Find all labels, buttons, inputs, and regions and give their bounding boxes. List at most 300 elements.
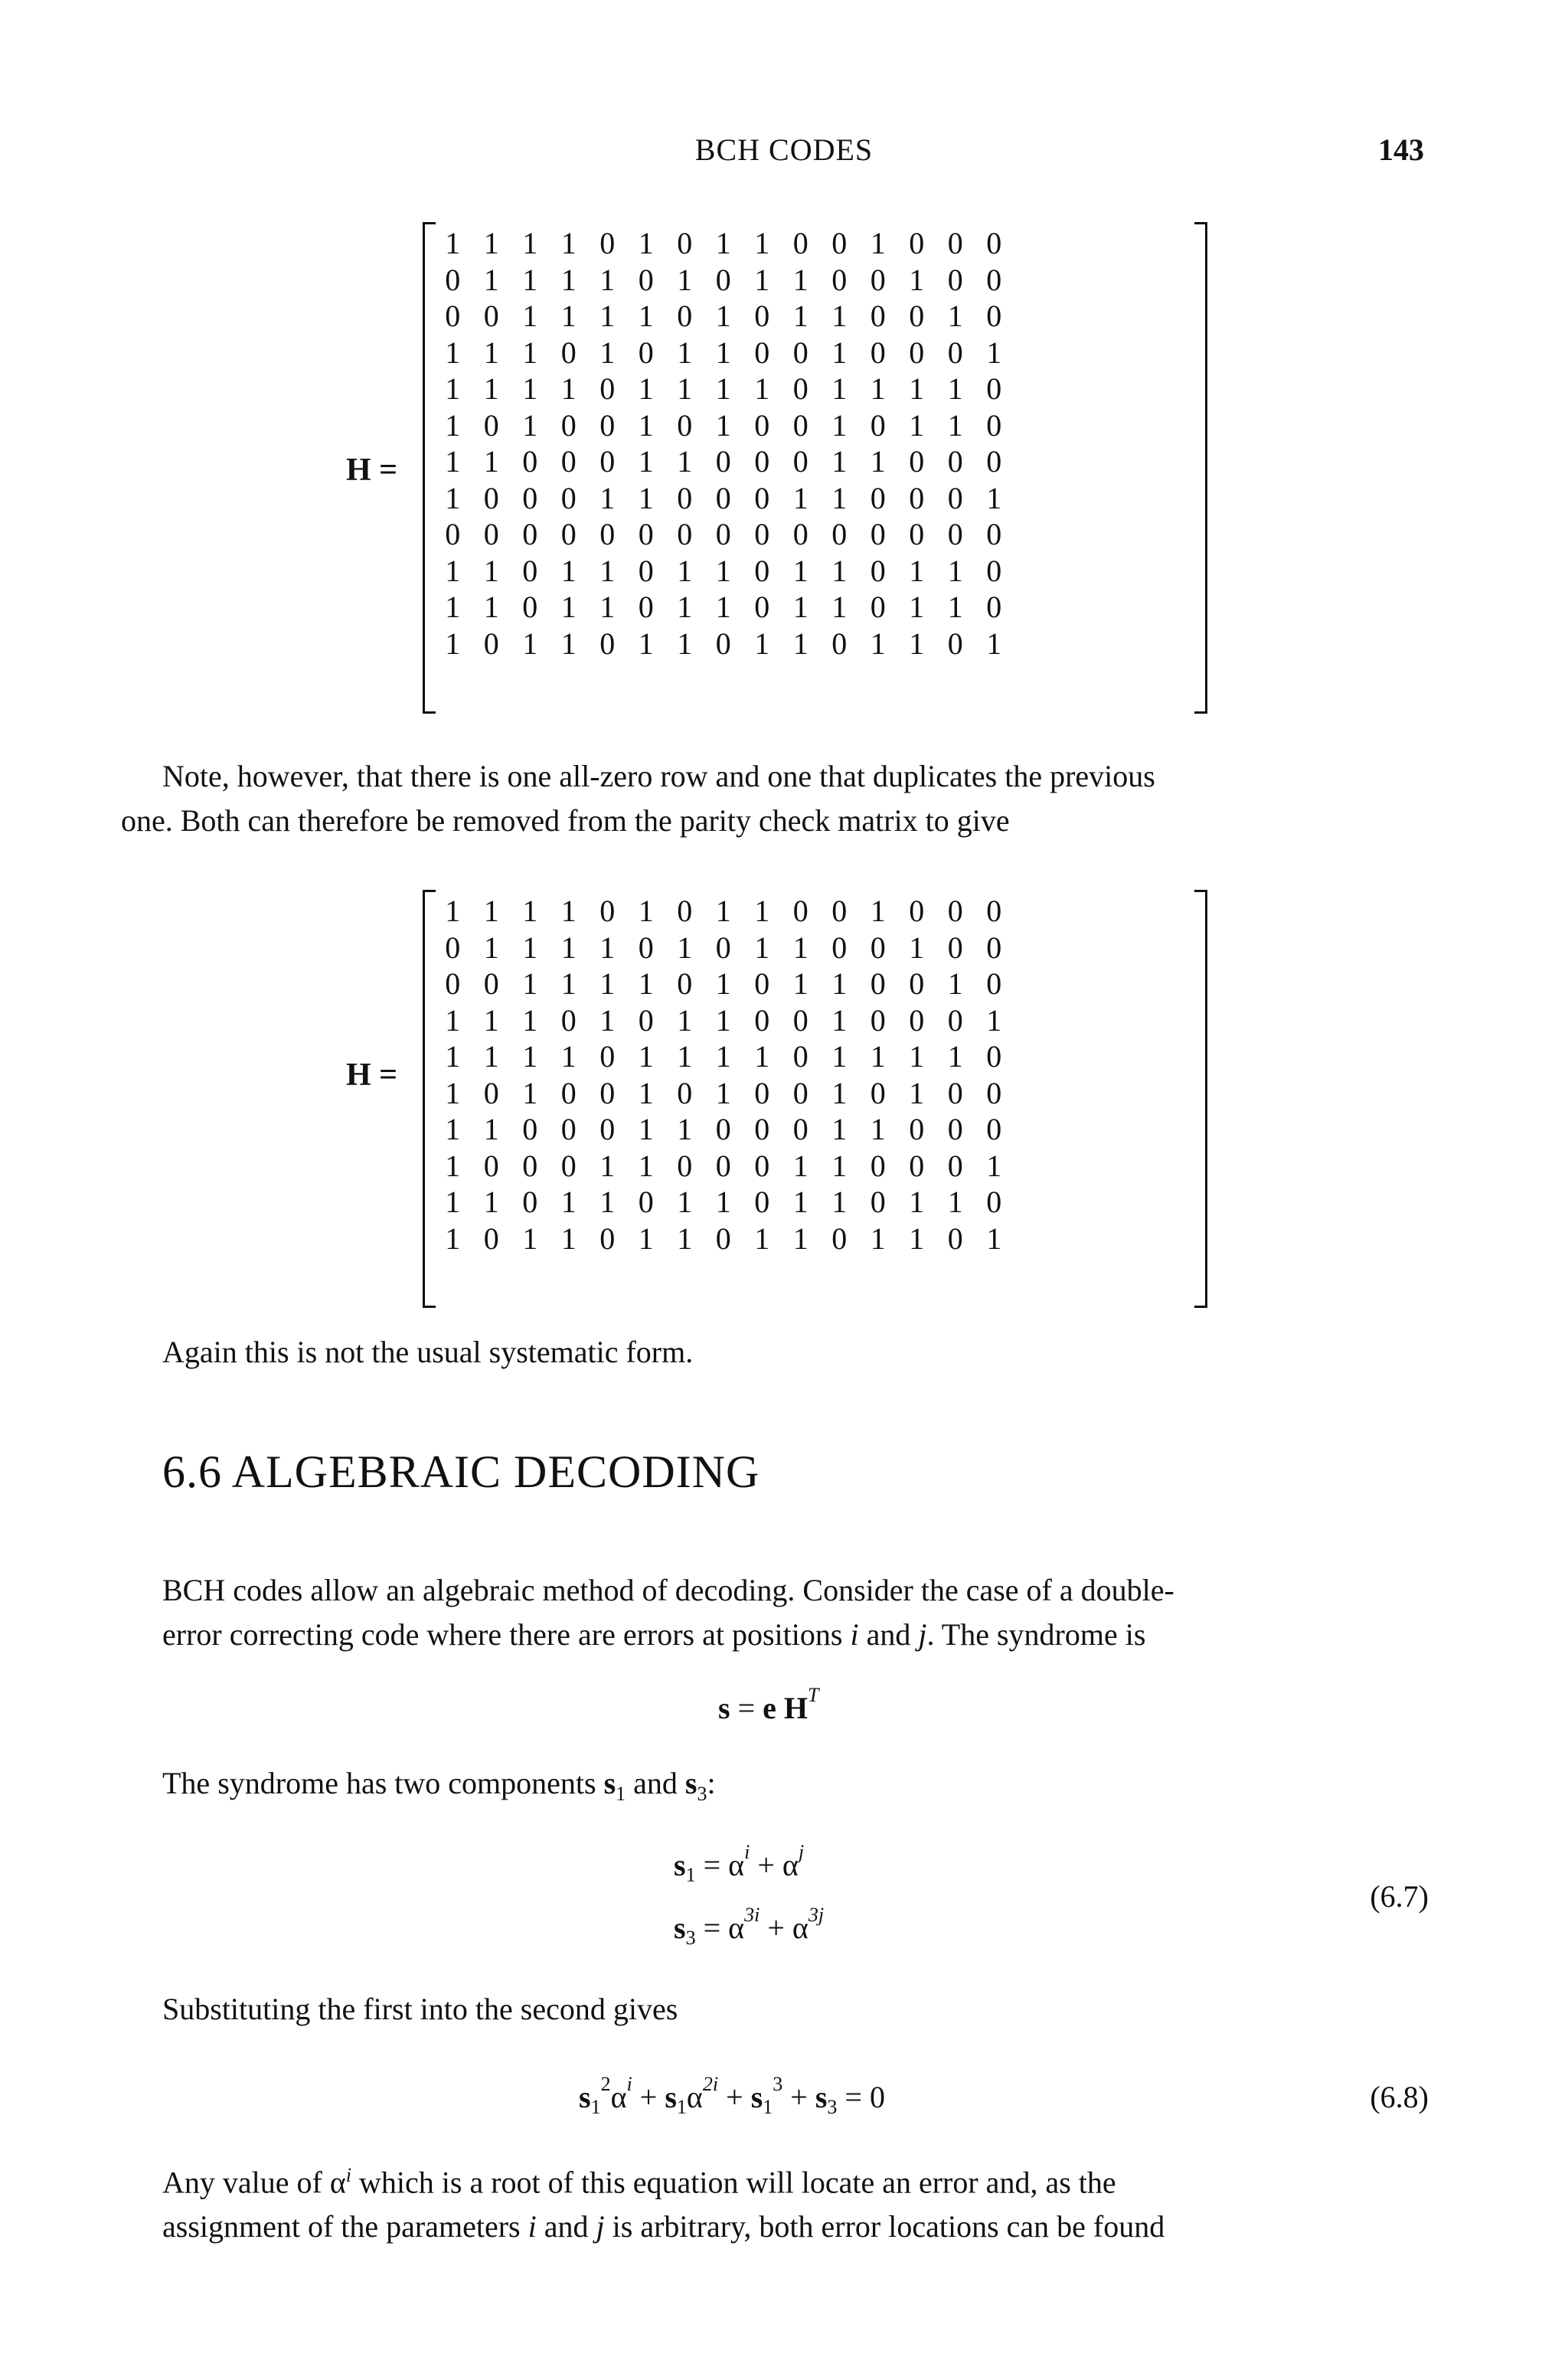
matrix-cell: 1 — [715, 590, 731, 624]
matrix-cell: 1 — [792, 1221, 808, 1256]
matrix-cell: 1 — [677, 444, 693, 479]
matrix-cell: 0 — [560, 517, 577, 551]
matrix-cell: 0 — [754, 553, 770, 588]
matrix-cell: 1 — [947, 299, 963, 333]
matrix-cell: 1 — [445, 407, 461, 443]
matrix-cell: 0 — [483, 407, 499, 443]
equation-syndrome — [718, 1684, 819, 1726]
text-span: and — [858, 1617, 919, 1652]
matrix-cell: 1 — [947, 407, 963, 443]
matrix-cell: 0 — [792, 1075, 808, 1110]
matrix-cell: 1 — [560, 262, 577, 297]
matrix-cell: 1 — [522, 966, 538, 1001]
matrix-cell: 1 — [483, 1002, 499, 1038]
matrix-cell: 0 — [870, 1148, 886, 1183]
matrix-cell: 1 — [483, 444, 499, 479]
eq-sub: 3 — [685, 1927, 696, 1949]
matrix-cell: 1 — [831, 371, 848, 406]
eq-text: = 0 — [837, 2080, 885, 2114]
matrix-cell: 0 — [599, 626, 616, 661]
matrix-cell: 0 — [870, 590, 886, 624]
eq-equals: = — [730, 1691, 763, 1725]
matrix-2 — [433, 893, 1014, 1257]
matrix-cell: 1 — [445, 894, 461, 928]
matrix-cell: 1 — [638, 1112, 654, 1146]
matrix-cell: 1 — [754, 371, 770, 406]
matrix-cell: 0 — [599, 1221, 616, 1256]
matrix-cell: 0 — [754, 335, 770, 370]
matrix-cell: 1 — [870, 1039, 886, 1074]
matrix-cell: 1 — [831, 590, 848, 624]
var-j: j — [918, 1617, 927, 1652]
matrix-cell: 1 — [638, 626, 654, 661]
matrix-cell: 0 — [831, 1221, 848, 1256]
matrix-cell: 0 — [947, 1112, 963, 1146]
matrix-cell: 1 — [986, 1002, 1002, 1038]
matrix-cell: 0 — [792, 444, 808, 479]
matrix-cell: 1 — [831, 1112, 848, 1146]
matrix-cell: 0 — [986, 894, 1002, 928]
var-i: i — [528, 2209, 537, 2244]
matrix-cell: 1 — [792, 590, 808, 624]
equation-6-8 — [579, 2073, 885, 2118]
text-span: . The syndrome is — [926, 1617, 1146, 1652]
matrix-cell: 0 — [947, 1002, 963, 1038]
matrix-cell: 0 — [947, 480, 963, 515]
matrix-cell: 1 — [445, 553, 461, 588]
matrix-cell: 1 — [715, 1075, 731, 1110]
matrix-cell: 1 — [909, 1075, 925, 1110]
text-span: Any value of α — [162, 2165, 346, 2200]
eq-s: s — [718, 1691, 730, 1725]
matrix-cell: 1 — [445, 590, 461, 624]
matrix-cell: 1 — [560, 894, 577, 928]
matrix-cell: 0 — [522, 480, 538, 515]
page-number: 143 — [1378, 132, 1424, 167]
matrix-cell: 1 — [560, 1185, 577, 1219]
matrix-cell: 1 — [560, 626, 577, 661]
matrix-cell: 0 — [715, 480, 731, 515]
matrix-cell: 1 — [677, 626, 693, 661]
matrix-cell: 1 — [792, 966, 808, 1001]
eq-sub: 1 — [590, 2096, 601, 2118]
matrix-cell: 0 — [522, 553, 538, 588]
matrix-cell: 1 — [909, 1185, 925, 1219]
matrix-cell: 1 — [986, 1221, 1002, 1256]
matrix-cell: 0 — [483, 1075, 499, 1110]
matrix-cell: 1 — [677, 262, 693, 297]
matrix-cell: 0 — [522, 1148, 538, 1183]
eq-text: = α — [695, 1911, 745, 1945]
matrix-cell: 0 — [599, 407, 616, 443]
matrix-cell: 1 — [947, 966, 963, 1001]
matrix-cell: 1 — [715, 226, 731, 260]
matrix-1 — [433, 225, 1014, 662]
text-span: and — [626, 1766, 685, 1800]
equation-number-6-7: (6.7) — [1370, 1879, 1429, 1914]
matrix-cell: 1 — [522, 1002, 538, 1038]
eq-e: e — [763, 1691, 776, 1725]
eq-sub: 1 — [763, 2096, 773, 2118]
matrix-cell: 0 — [986, 517, 1002, 551]
matrix-cell: 0 — [677, 1075, 693, 1110]
matrix-cell: 0 — [792, 335, 808, 370]
matrix-cell: 0 — [870, 480, 886, 515]
var-s1: s — [603, 1766, 616, 1800]
matrix-cell: 0 — [947, 894, 963, 928]
matrix-cell: 1 — [677, 1112, 693, 1146]
matrix-cell: 1 — [870, 1112, 886, 1146]
matrix-cell: 0 — [560, 1075, 577, 1110]
matrix-cell: 1 — [599, 930, 616, 965]
matrix-cell: 1 — [522, 626, 538, 661]
eq-sup: 2i — [702, 2073, 719, 2095]
matrix-cell: 1 — [599, 590, 616, 624]
matrix-cell: 0 — [754, 444, 770, 479]
paragraph-any-value — [162, 2153, 1416, 2249]
matrix-cell: 0 — [947, 444, 963, 479]
matrix-cell: 1 — [986, 480, 1002, 515]
matrix-cell: 1 — [560, 226, 577, 260]
matrix-cell: 0 — [947, 517, 963, 551]
matrix-cell: 1 — [986, 1148, 1002, 1183]
matrix-cell: 0 — [445, 966, 461, 1001]
eq-text: + — [632, 2080, 665, 2114]
matrix-cell: 0 — [560, 1002, 577, 1038]
matrix-cell: 0 — [870, 1075, 886, 1110]
matrix-cell: 0 — [909, 966, 925, 1001]
matrix-cell: 0 — [909, 480, 925, 515]
matrix-cell: 0 — [947, 930, 963, 965]
matrix-cell: 1 — [870, 226, 886, 260]
matrix-cell: 0 — [599, 1112, 616, 1146]
matrix-cell: 0 — [599, 517, 616, 551]
matrix-cell: 0 — [522, 1112, 538, 1146]
matrix-cell: 1 — [638, 1148, 654, 1183]
matrix-cell: 1 — [909, 626, 925, 661]
matrix-cell: 0 — [909, 1002, 925, 1038]
matrix-cell: 0 — [715, 1221, 731, 1256]
matrix-cell: 1 — [522, 299, 538, 333]
eq-text: + α — [760, 1911, 808, 1945]
matrix-cell: 1 — [560, 1039, 577, 1074]
matrix-cell: 1 — [947, 590, 963, 624]
matrix-cell: 0 — [909, 1112, 925, 1146]
matrix-cell: 0 — [560, 444, 577, 479]
matrix-cell: 1 — [831, 335, 848, 370]
matrix-cell: 1 — [483, 894, 499, 928]
eq-s: s — [674, 1911, 686, 1945]
eq-text: α — [686, 2080, 703, 2114]
matrix-cell: 0 — [677, 1148, 693, 1183]
matrix-cell: 0 — [792, 894, 808, 928]
matrix-cell: 0 — [483, 626, 499, 661]
equation-6-7-line-2 — [674, 1904, 825, 1949]
matrix-cell: 1 — [831, 1148, 848, 1183]
matrix-cell: 1 — [445, 1221, 461, 1256]
matrix-cell: 0 — [986, 1112, 1002, 1146]
matrix-1-label: H = — [346, 453, 398, 488]
matrix-cell: 1 — [599, 335, 616, 370]
matrix-cell: 1 — [599, 1148, 616, 1183]
eq-s: s — [579, 2080, 591, 2114]
matrix-cell: 0 — [870, 299, 886, 333]
matrix-cell: 0 — [677, 894, 693, 928]
paragraph-bch-decoding — [162, 1568, 1416, 1657]
eq-text: + — [782, 2080, 815, 2114]
matrix-cell: 1 — [754, 1039, 770, 1074]
paragraph-bch-line-2 — [162, 1613, 1416, 1657]
matrix-cell: 1 — [445, 626, 461, 661]
paragraph-substituting: Substituting the first into the second gives — [162, 1992, 678, 2026]
matrix-cell: 1 — [792, 262, 808, 297]
matrix-cell: 0 — [715, 1112, 731, 1146]
matrix-cell: 0 — [831, 626, 848, 661]
matrix-cell: 0 — [986, 226, 1002, 260]
matrix-cell: 1 — [483, 590, 499, 624]
eq-H: H — [783, 1691, 808, 1725]
matrix-cell: 1 — [638, 407, 654, 443]
paragraph-any-value-line-2 — [162, 2205, 1416, 2249]
matrix-cell: 1 — [445, 335, 461, 370]
matrix-cell: 1 — [715, 553, 731, 588]
matrix-cell: 1 — [677, 1221, 693, 1256]
eq-sup: 2 — [600, 2073, 611, 2095]
matrix-cell: 0 — [638, 335, 654, 370]
matrix-cell: 1 — [677, 1185, 693, 1219]
matrix-cell: 0 — [986, 1075, 1002, 1110]
matrix-cell: 1 — [522, 1039, 538, 1074]
matrix-cell: 0 — [715, 930, 731, 965]
matrix-cell: 0 — [715, 444, 731, 479]
matrix-cell: 0 — [909, 894, 925, 928]
matrix-cell: 1 — [986, 335, 1002, 370]
matrix-1-right-bracket — [1194, 222, 1207, 714]
matrix-cell: 1 — [483, 553, 499, 588]
matrix-cell: 0 — [638, 517, 654, 551]
matrix-cell: 0 — [560, 407, 577, 443]
matrix-cell: 1 — [599, 262, 616, 297]
paragraph-components — [162, 1761, 1416, 1816]
matrix-cell: 0 — [560, 1148, 577, 1183]
matrix-cell: 1 — [599, 553, 616, 588]
matrix-cell: 0 — [638, 590, 654, 624]
matrix-cell: 1 — [870, 444, 886, 479]
matrix-cell: 0 — [909, 226, 925, 260]
matrix-cell: 0 — [715, 626, 731, 661]
text-span: is arbitrary, both error locations can be found — [604, 2209, 1165, 2244]
matrix-cell: 0 — [986, 371, 1002, 406]
matrix-cell: 1 — [831, 553, 848, 588]
matrix-cell: 1 — [677, 930, 693, 965]
matrix-cell: 0 — [870, 517, 886, 551]
paragraph-any-value-line-1 — [162, 2153, 1416, 2205]
matrix-cell: 1 — [638, 299, 654, 333]
matrix-cell: 1 — [638, 1221, 654, 1256]
matrix-cell: 1 — [483, 1039, 499, 1074]
matrix-cell: 1 — [638, 966, 654, 1001]
matrix-cell: 0 — [870, 407, 886, 443]
matrix-cell: 0 — [754, 480, 770, 515]
matrix-cell: 1 — [445, 480, 461, 515]
running-head-title: BCH CODES — [694, 132, 874, 167]
matrix-cell: 0 — [831, 226, 848, 260]
matrix-cell: 0 — [831, 262, 848, 297]
matrix-cell: 0 — [599, 444, 616, 479]
matrix-cell: 1 — [560, 371, 577, 406]
matrix-cell: 0 — [792, 1112, 808, 1146]
matrix-cell: 0 — [483, 1148, 499, 1183]
matrix-cell: 1 — [792, 1148, 808, 1183]
sub-1: 1 — [616, 1783, 626, 1805]
matrix-cell: 0 — [986, 553, 1002, 588]
matrix-cell: 1 — [560, 930, 577, 965]
matrix-cell: 1 — [560, 1221, 577, 1256]
eq-text: + α — [750, 1848, 799, 1882]
matrix-cell: 0 — [522, 590, 538, 624]
matrix-cell: 0 — [754, 1185, 770, 1219]
sub-3: 3 — [697, 1783, 707, 1805]
matrix-cell: 1 — [560, 299, 577, 333]
text-span: The syndrome has two components — [162, 1766, 604, 1800]
paragraph-again: Again this is not the usual systematic form. — [162, 1335, 694, 1369]
matrix-cell: 0 — [677, 407, 693, 443]
matrix-cell: 1 — [560, 553, 577, 588]
eq-sub: 1 — [676, 2096, 687, 2118]
matrix-cell: 0 — [754, 1148, 770, 1183]
matrix-cell: 1 — [947, 1185, 963, 1219]
matrix-cell: 1 — [599, 1185, 616, 1219]
matrix-cell: 0 — [599, 1075, 616, 1110]
matrix-cell: 0 — [445, 517, 461, 551]
matrix-cell: 1 — [445, 371, 461, 406]
matrix-cell: 0 — [754, 1075, 770, 1110]
matrix-cell: 0 — [909, 444, 925, 479]
matrix-cell: 1 — [909, 1039, 925, 1074]
eq-text: α — [610, 2080, 627, 2114]
matrix-cell: 0 — [947, 335, 963, 370]
eq-s: s — [750, 2080, 763, 2114]
var-j: j — [596, 2209, 605, 2244]
matrix-cell: 1 — [715, 299, 731, 333]
matrix-cell: 1 — [986, 626, 1002, 661]
matrix-cell: 1 — [677, 335, 693, 370]
matrix-cell: 0 — [986, 444, 1002, 479]
matrix-cell: 1 — [909, 930, 925, 965]
matrix-cell: 1 — [445, 1075, 461, 1110]
matrix-cell: 1 — [522, 262, 538, 297]
matrix-cell: 1 — [522, 226, 538, 260]
eq-s: s — [674, 1848, 686, 1882]
matrix-cell: 1 — [831, 1002, 848, 1038]
matrix-cell: 1 — [792, 480, 808, 515]
eq-sub: 1 — [685, 1864, 696, 1886]
matrix-cell: 0 — [870, 1002, 886, 1038]
matrix-cell: 0 — [715, 1148, 731, 1183]
matrix-cell: 0 — [986, 299, 1002, 333]
matrix-cell: 1 — [754, 262, 770, 297]
eq-sup: 3i — [744, 1904, 760, 1926]
matrix-cell: 1 — [560, 966, 577, 1001]
matrix-cell: 0 — [831, 894, 848, 928]
matrix-cell: 1 — [754, 930, 770, 965]
matrix-cell: 0 — [870, 262, 886, 297]
matrix-cell: 1 — [638, 1075, 654, 1110]
matrix-cell: 0 — [715, 262, 731, 297]
matrix-cell: 1 — [831, 966, 848, 1001]
matrix-cell: 1 — [522, 1075, 538, 1110]
equation-6-7-line-1 — [674, 1841, 805, 1886]
sup-i: i — [345, 2164, 352, 2186]
matrix-cell: 1 — [522, 1221, 538, 1256]
matrix-cell: 0 — [638, 1002, 654, 1038]
matrix-cell: 1 — [870, 626, 886, 661]
text-span: error correcting code where there are errors at positions — [162, 1617, 851, 1652]
matrix-2-right-bracket — [1194, 890, 1207, 1308]
var-i: i — [850, 1617, 859, 1652]
matrix-cell: 0 — [483, 966, 499, 1001]
matrix-cell: 0 — [947, 1075, 963, 1110]
matrix-cell: 0 — [986, 262, 1002, 297]
matrix-cell: 1 — [638, 444, 654, 479]
matrix-cell: 0 — [870, 966, 886, 1001]
matrix-cell: 1 — [870, 371, 886, 406]
eq-s: s — [815, 2080, 828, 2114]
matrix-cell: 0 — [870, 1185, 886, 1219]
eq-sup: i — [744, 1841, 750, 1863]
matrix-cell: 1 — [445, 1185, 461, 1219]
matrix-cell: 1 — [483, 1112, 499, 1146]
matrix-cell: 0 — [792, 1039, 808, 1074]
eq-sup: 3 — [773, 2073, 783, 2095]
matrix-cell: 1 — [715, 335, 731, 370]
eq-s: s — [665, 2080, 677, 2114]
matrix-cell: 0 — [715, 517, 731, 551]
matrix-cell: 0 — [522, 1185, 538, 1219]
matrix-cell: 1 — [599, 299, 616, 333]
matrix-cell: 0 — [909, 299, 925, 333]
matrix-cell: 0 — [754, 1112, 770, 1146]
matrix-cell: 1 — [909, 262, 925, 297]
eq-T: T — [808, 1684, 819, 1706]
matrix-cell: 0 — [599, 371, 616, 406]
matrix-cell: 0 — [560, 1112, 577, 1146]
matrix-cell: 1 — [754, 226, 770, 260]
eq-text: + — [718, 2080, 751, 2114]
matrix-cell: 0 — [986, 590, 1002, 624]
matrix-cell: 1 — [831, 1075, 848, 1110]
matrix-cell: 0 — [599, 226, 616, 260]
matrix-cell: 0 — [947, 626, 963, 661]
matrix-cell: 0 — [754, 1002, 770, 1038]
matrix-cell: 0 — [638, 930, 654, 965]
matrix-cell: 0 — [754, 590, 770, 624]
matrix-cell: 1 — [445, 1039, 461, 1074]
matrix-cell: 1 — [677, 1002, 693, 1038]
matrix-cell: 0 — [599, 894, 616, 928]
matrix-cell: 0 — [445, 262, 461, 297]
matrix-cell: 1 — [831, 480, 848, 515]
matrix-cell: 0 — [754, 966, 770, 1001]
matrix-cell: 1 — [445, 1002, 461, 1038]
matrix-cell: 0 — [870, 553, 886, 588]
matrix-cell: 1 — [483, 335, 499, 370]
matrix-cell: 0 — [986, 930, 1002, 965]
matrix-cell: 1 — [638, 371, 654, 406]
matrix-cell: 0 — [909, 335, 925, 370]
matrix-cell: 1 — [599, 966, 616, 1001]
matrix-cell: 1 — [522, 335, 538, 370]
